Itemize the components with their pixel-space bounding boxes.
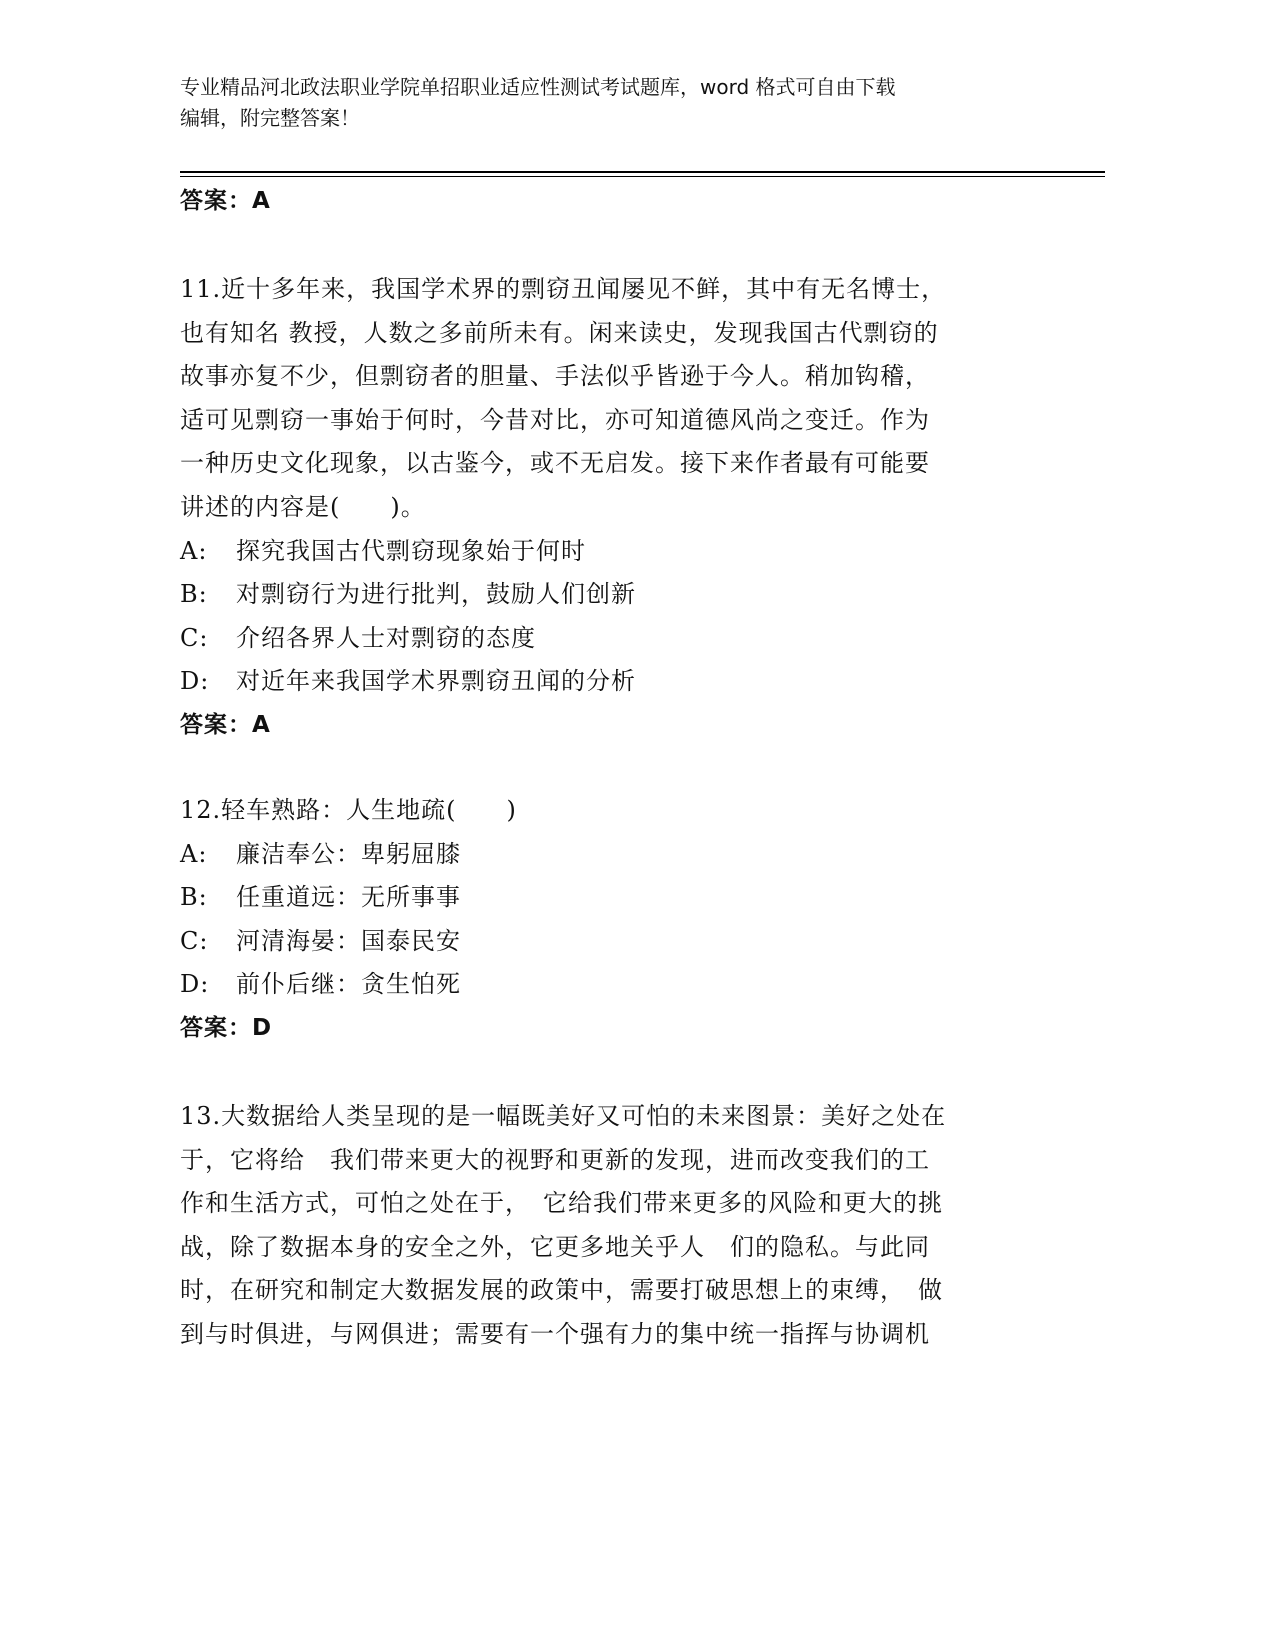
question-13 bbox=[180, 1095, 1040, 1357]
option-label: B: bbox=[180, 883, 208, 912]
option-d bbox=[180, 963, 1040, 1007]
option-label: D: bbox=[180, 667, 210, 696]
option-label: C: bbox=[180, 623, 209, 652]
option-text: 对近年来我国学术界剽窃丑闻的分析 bbox=[236, 667, 636, 696]
question-line: 故事亦复不少，但剽窃者的胆量、手法似乎皆逊于今人。稍加钩稽， bbox=[180, 362, 930, 391]
question-line: 一种历史文化现象，以古鉴今，或不无启发。接下来作者最有可能要 bbox=[180, 449, 930, 478]
question-line: 作和生活方式，可怕之处在于， 它给我们带来更多的风险和更大的挑 bbox=[180, 1189, 943, 1218]
question-line: 到与时俱进，与网俱进；需要有一个强有力的集中统一指挥与协调机 bbox=[180, 1319, 930, 1348]
header-divider bbox=[180, 176, 1105, 177]
answer-text: 答案：A bbox=[180, 711, 271, 738]
option-c bbox=[180, 920, 1040, 964]
question-12 bbox=[180, 789, 1040, 1051]
option-text: 对剽窃行为进行批判，鼓励人们创新 bbox=[236, 580, 636, 609]
option-label: A: bbox=[180, 536, 208, 565]
question-line: 13.大数据给人类呈现的是一幅既美好又可怕的未来图景：美好之处在 bbox=[180, 1102, 947, 1130]
option-text: 廉洁奉公：卑躬屈膝 bbox=[236, 839, 461, 868]
option-a bbox=[180, 530, 1040, 574]
option-text: 前仆后继：贪生怕死 bbox=[236, 970, 461, 999]
question-line: 时，在研究和制定大数据发展的政策中，需要打破思想上的束缚， 做 bbox=[180, 1276, 943, 1305]
question-line: 也有知名 教授，人数之多前所未有。闲来读史，发现我国古代剽窃的 bbox=[180, 318, 939, 347]
question-line: 于，它将给 我们带来更大的视野和更新的发现，进而改变我们的工 bbox=[180, 1145, 930, 1174]
question-line: 战，除了数据本身的安全之外，它更多地关乎人 们的隐私。与此同 bbox=[180, 1232, 930, 1261]
option-a bbox=[180, 833, 1040, 877]
header-line: 专业精品河北政法职业学院单招职业适应性测试考试题库，word 格式可自由下载 bbox=[180, 75, 896, 99]
answer-text: 答案：A bbox=[180, 188, 271, 214]
option-text: 介绍各界人士对剽窃的态度 bbox=[236, 623, 536, 652]
option-label: D: bbox=[180, 970, 210, 999]
option-b bbox=[180, 573, 1040, 617]
option-d bbox=[180, 660, 1040, 704]
option-text: 任重道远：无所事事 bbox=[236, 883, 461, 912]
header-divider bbox=[180, 171, 1105, 173]
previous-answer bbox=[180, 180, 1040, 224]
option-b bbox=[180, 876, 1040, 920]
document-header bbox=[180, 72, 1040, 134]
option-label: C: bbox=[180, 926, 209, 955]
question-line: 12.轻车熟路：人生地疏( ) bbox=[180, 796, 517, 824]
answer-text: 答案：D bbox=[180, 1014, 273, 1041]
option-c bbox=[180, 617, 1040, 661]
option-label: A: bbox=[180, 839, 208, 868]
option-text: 探究我国古代剽窃现象始于何时 bbox=[236, 536, 586, 565]
question-11 bbox=[180, 268, 1040, 748]
question-line: 11.近十多年来，我国学术界的剽窃丑闻屡见不鲜，其中有无名博士， bbox=[180, 275, 947, 303]
option-label: B: bbox=[180, 580, 208, 609]
question-line: 适可见剽窃一事始于何时，今昔对比，亦可知道德风尚之变迁。作为 bbox=[180, 405, 930, 434]
question-line: 讲述的内容是( )。 bbox=[180, 492, 426, 521]
header-line: 编辑，附完整答案！ bbox=[180, 106, 360, 130]
option-text: 河清海晏：国泰民安 bbox=[236, 926, 461, 955]
